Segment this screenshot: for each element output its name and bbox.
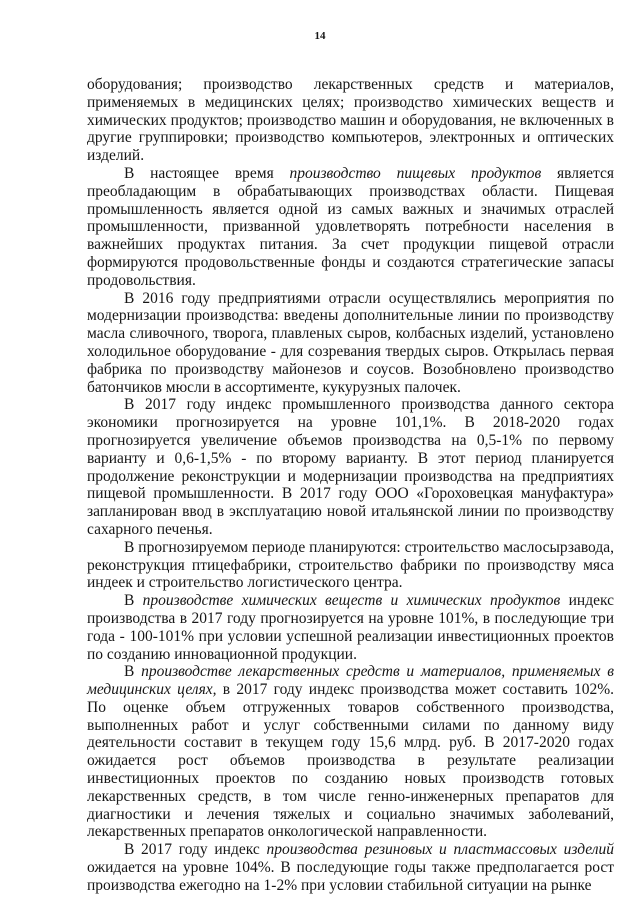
italic-text: производство пищевых продуктов	[289, 164, 542, 182]
paragraph-text: в 2017 году индекс производства может составить 102%. По оценке объем отгруженных товаров собственного производства, выполненных работ и услуг собственными силами по данному виду деятельности составит в текущем году 15,6 млрд. руб. В 2017-2020 годах ожидается рост объемов производства в результате реализации инвестиционных проектов по созданию новых производств готовых лекарственных средств, в том числе генно-инженерных препаратов для диагностики и лечения тяжелых и социально значимых заболеваний, лекарственных препаратов онкологической направленности.	[87, 681, 614, 841]
paragraph-text: индекс производства в 2017 году прогнозируется на уровне 101%, в последующие три года - 100-101% при условии успешной реализации инвестиционных проектов по созданию инновационной продукции.	[87, 592, 614, 663]
paragraph-text: В	[124, 663, 142, 681]
paragraph	[87, 592, 614, 663]
page-number: 14	[314, 30, 326, 42]
paragraph	[87, 76, 614, 165]
paragraph	[87, 663, 614, 841]
paragraph-text: В 2017 году индекс промышленного производства данного сектора экономики прогнозируется на уровне 101,1%. В 2018-2020 годах прогнозируется увеличение объемов производства на 0,5-1% по первому варианту и 0,6-1,5% - по второму варианту. В этот период планируется продолжение реконструкции и модернизации производства на предприятиях пищевой промышленности. В 2017 году ООО «Гороховецкая мануфактура» запланирован ввод в эксплуатацию новой итальянской линии по производству сахарного печенья.	[87, 396, 614, 538]
paragraph-text: В 2016 году предприятиями отрасли осуществлялись мероприятия по модернизации производства: введены дополнительные линии по производству масла сливочного, творога, плавленых сыров, колбасных изделий, установлено холодильное оборудование - для созревания твердых сыров. Открылась первая фабрика по производству майонезов и соусов. Возобновлено производство батончиков мюсли в ассортименте, кукурузных палочек.	[87, 289, 614, 396]
paragraph	[87, 396, 614, 538]
paragraph-text: В прогнозируемом периоде планируются: строительство маслосырзавода, реконструкция птицефабрики, строительство фабрики по производству мяса индеек и строительство логистического центра.	[87, 538, 614, 592]
paragraph	[87, 165, 614, 290]
paragraph	[87, 290, 614, 397]
italic-text: производства резиновых и пластмассовых изделий	[266, 841, 614, 859]
paragraph-text: В настоящее время	[124, 164, 290, 182]
paragraph	[87, 539, 614, 592]
paragraph-text: является преобладающим в обрабатывающих производствах области. Пищевая промышленность является одной из самых важных и значимых отраслей промышленности, призванной удовлетворять потребности населения в важнейших продуктах питания. За счет продукции пищевой отрасли формируются продовольственные фонды и создаются стратегические запасы продовольствия.	[87, 164, 614, 289]
paragraph-text: ожидается на уровне 104%. В последующие годы также предполагается рост производства ежегодно на 1-2% при условии стабильной ситуации на рынке	[87, 859, 614, 894]
paragraph	[87, 841, 614, 894]
paragraph-text: В 2017 году индекс	[124, 841, 267, 859]
paragraph-text: В	[124, 592, 143, 610]
italic-text: производстве химических веществ и химических продуктов	[142, 592, 561, 610]
paragraph-text: оборудования; производство лекарственных средств и материалов, применяемых в медицинских целях; производство химических веществ и химических продуктов; производство машин и оборудования, не включенных в другие группировки; производство компьютеров, электронных и оптических изделий.	[87, 76, 614, 165]
body-text	[87, 76, 614, 895]
italic-text: производстве лекарственных средств и материалов, применяемых в медицинских целях,	[87, 663, 615, 699]
